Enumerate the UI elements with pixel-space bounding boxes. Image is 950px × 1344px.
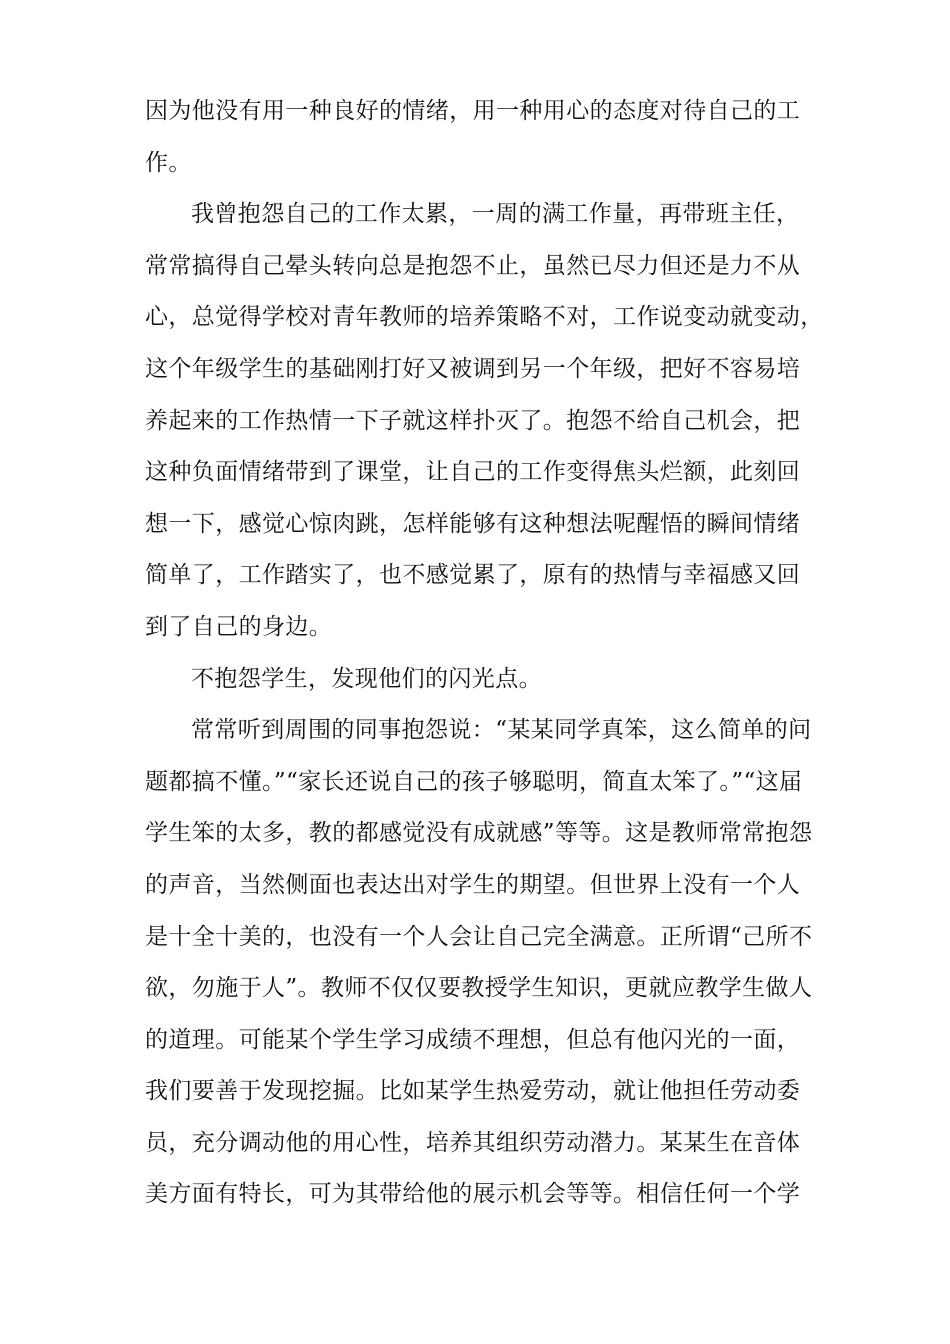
text-line: 常常搞得自己晕头转向总是抱怨不止，虽然已尽力但还是力不从 <box>145 252 801 279</box>
text-line: 美方面有特长，可为其带给他的展示机会等等。相信任何一个学 <box>145 1181 801 1208</box>
paragraph-start-line: 我曾抱怨自己的工作太累，一周的满工作量，再带班主任， <box>191 201 800 228</box>
text-line: 因为他没有用一种良好的情绪，用一种用心的态度对待自己的工 <box>145 98 801 124</box>
text-line: 学生笨的太多，教的都感觉没有成就感”等等。这是教师常常抱怨 <box>145 820 813 847</box>
document-body <box>145 86 824 1221</box>
section-heading-line: 不抱怨学生，发现他们的闪光点。 <box>191 665 542 692</box>
text-line: 的道理。可能某个学生学习成绩不理想，但总有他闪光的一面， <box>145 1026 801 1053</box>
text-line: 员，充分调动他的用心性，培养其组织劳动潜力。某某生在音体 <box>145 1129 801 1156</box>
text-line: 作。 <box>145 149 192 176</box>
text-line: 到了自己的身边。 <box>145 613 333 640</box>
text-line: 我们要善于发现挖掘。比如某学生热爱劳动，就让他担任劳动委 <box>145 1078 801 1105</box>
text-line: 这种负面情绪带到了课堂，让自己的工作变得焦头烂额，此刻回 <box>145 459 801 486</box>
text-line: 心，总觉得学校对青年教师的培养策略不对，工作说变动就变动， <box>145 304 824 331</box>
paragraph-start-line: 常常听到周围的同事抱怨说：“某某同学真笨，这么简单的问 <box>191 717 812 744</box>
text-line: 是十全十美的，也没有一个人会让自己完全满意。正所谓“己所不 <box>145 923 813 950</box>
text-line: 这个年级学生的基础刚打好又被调到另一个年级，把好不容易培 <box>145 355 801 382</box>
text-line: 简单了，工作踏实了，也不感觉累了，原有的热情与幸福感又回 <box>145 562 801 589</box>
text-line: 题都搞不懂。”“家长还说自己的孩子够聪明，简直太笨了。”“这届 <box>145 768 803 795</box>
text-line: 欲，勿施于人”。教师不仅仅要教授学生知识，更就应教学生做人 <box>145 975 813 1002</box>
text-line: 的声音，当然侧面也表达出对学生的期望。但世界上没有一个人 <box>145 871 801 898</box>
text-line: 养起来的工作热情一下子就这样扑灭了。抱怨不给自己机会，把 <box>145 407 801 434</box>
text-line: 想一下，感觉心惊肉跳，怎样能够有这种想法呢醒悟的瞬间情绪 <box>145 510 801 537</box>
